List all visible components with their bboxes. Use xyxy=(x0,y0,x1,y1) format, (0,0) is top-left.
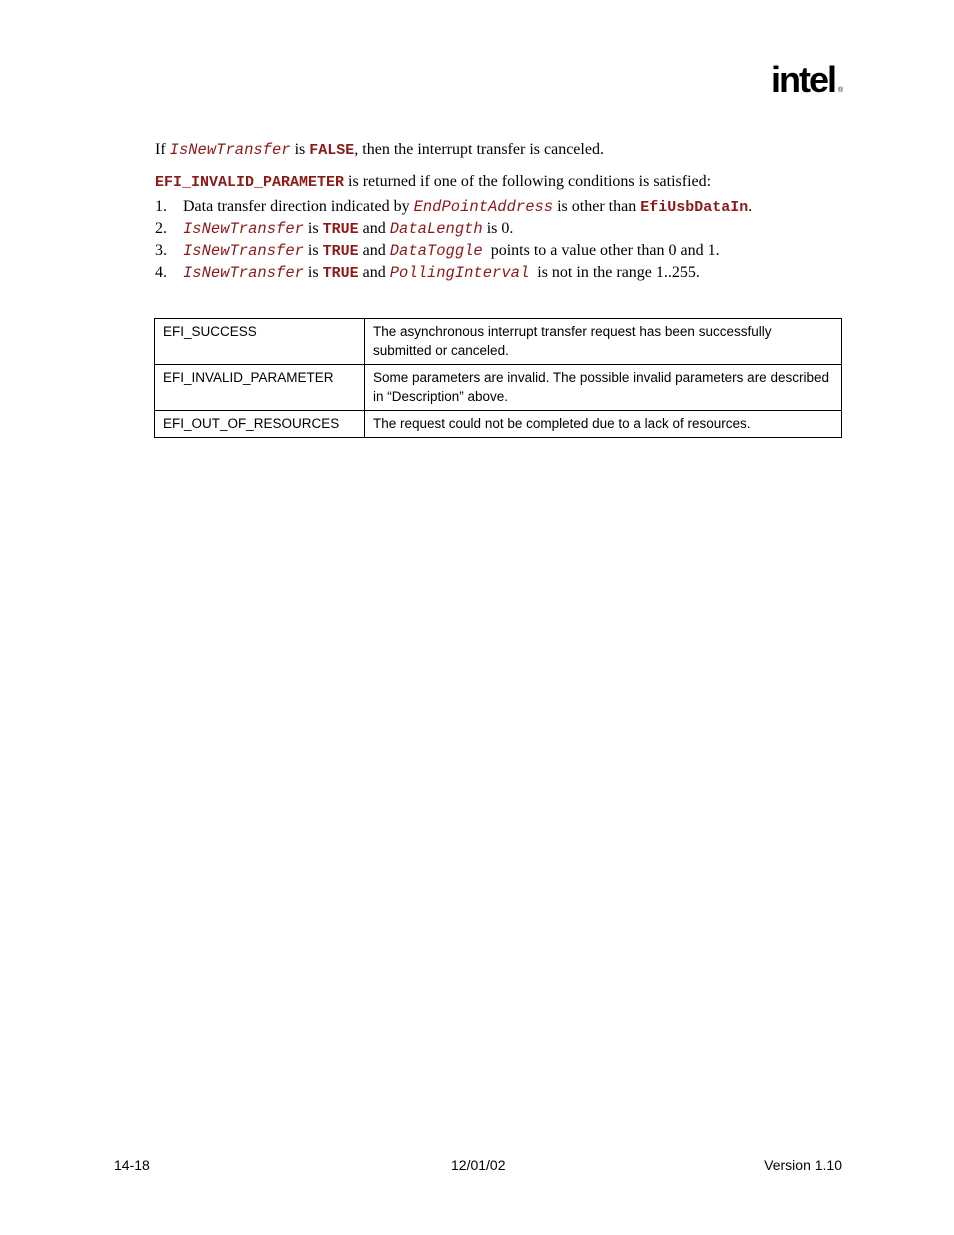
text: Data transfer direction indicated by xyxy=(183,198,414,215)
constant-true: TRUE xyxy=(322,243,359,260)
text: , then the interrupt transfer is canceled. xyxy=(354,141,604,158)
text: and xyxy=(358,264,390,281)
text: is xyxy=(290,141,310,158)
list-number: 2. xyxy=(155,220,167,237)
list-number: 4. xyxy=(155,264,167,281)
param-isnewtransfer: IsNewTransfer xyxy=(183,220,304,238)
status-description-cell: The asynchronous interrupt transfer request has been successfully submitted or canceled. xyxy=(365,319,842,365)
status-code: EFI_INVALID_PARAMETER xyxy=(155,174,345,191)
param-datalength: DataLength xyxy=(389,220,483,238)
param-isnewtransfer: IsNewTransfer xyxy=(183,264,304,282)
text: and xyxy=(358,220,390,237)
constant-true: TRUE xyxy=(322,221,359,238)
status-code-cell: EFI_OUT_OF_RESOURCES xyxy=(155,411,365,438)
cancel-paragraph xyxy=(155,140,604,161)
text: is 0. xyxy=(482,220,514,237)
param-isnewtransfer: IsNewTransfer xyxy=(169,141,291,159)
table-row xyxy=(155,319,842,365)
param-isnewtransfer: IsNewTransfer xyxy=(183,242,304,260)
text: is xyxy=(303,264,323,281)
param-datatoggle: DataToggle xyxy=(389,242,483,260)
text: is xyxy=(303,220,323,237)
text: points to a value other than 0 and 1. xyxy=(482,242,720,259)
page-number: 14-18 xyxy=(114,1157,150,1173)
text: and xyxy=(358,242,390,259)
status-code-cell: EFI_INVALID_PARAMETER xyxy=(155,365,365,411)
intel-logo-text: intel xyxy=(771,59,836,100)
text: If xyxy=(155,141,170,158)
text: . xyxy=(748,198,753,215)
footer-date: 12/01/02 xyxy=(451,1157,506,1173)
param-pollinginterval: PollingInterval xyxy=(389,264,530,282)
status-code-cell: EFI_SUCCESS xyxy=(155,319,365,365)
text: is other than xyxy=(553,198,641,215)
constant-efiusbdatain: EfiUsbDataIn xyxy=(640,199,749,216)
constant-false: FALSE xyxy=(309,142,355,159)
table-row xyxy=(155,365,842,411)
list-number: 1. xyxy=(155,198,167,215)
status-description-cell: Some parameters are invalid. The possible invalid parameters are described in “Description” above. xyxy=(365,365,842,411)
status-description-cell: The request could not be completed due to a lack of resources. xyxy=(365,411,842,438)
constant-true: TRUE xyxy=(322,265,359,282)
invalid-parameter-paragraph xyxy=(155,172,711,193)
status-codes-table xyxy=(154,318,842,438)
footer-version: Version 1.10 xyxy=(764,1157,842,1173)
intel-logo xyxy=(770,56,846,106)
text: is not in the range 1..255. xyxy=(529,264,700,281)
table-row xyxy=(155,411,842,438)
text: is returned if one of the following conditions is satisfied: xyxy=(344,173,712,190)
list-number: 3. xyxy=(155,242,167,259)
registered-mark: ® xyxy=(838,87,844,94)
text: is xyxy=(303,242,323,259)
param-endpointaddress: EndPointAddress xyxy=(413,198,554,216)
